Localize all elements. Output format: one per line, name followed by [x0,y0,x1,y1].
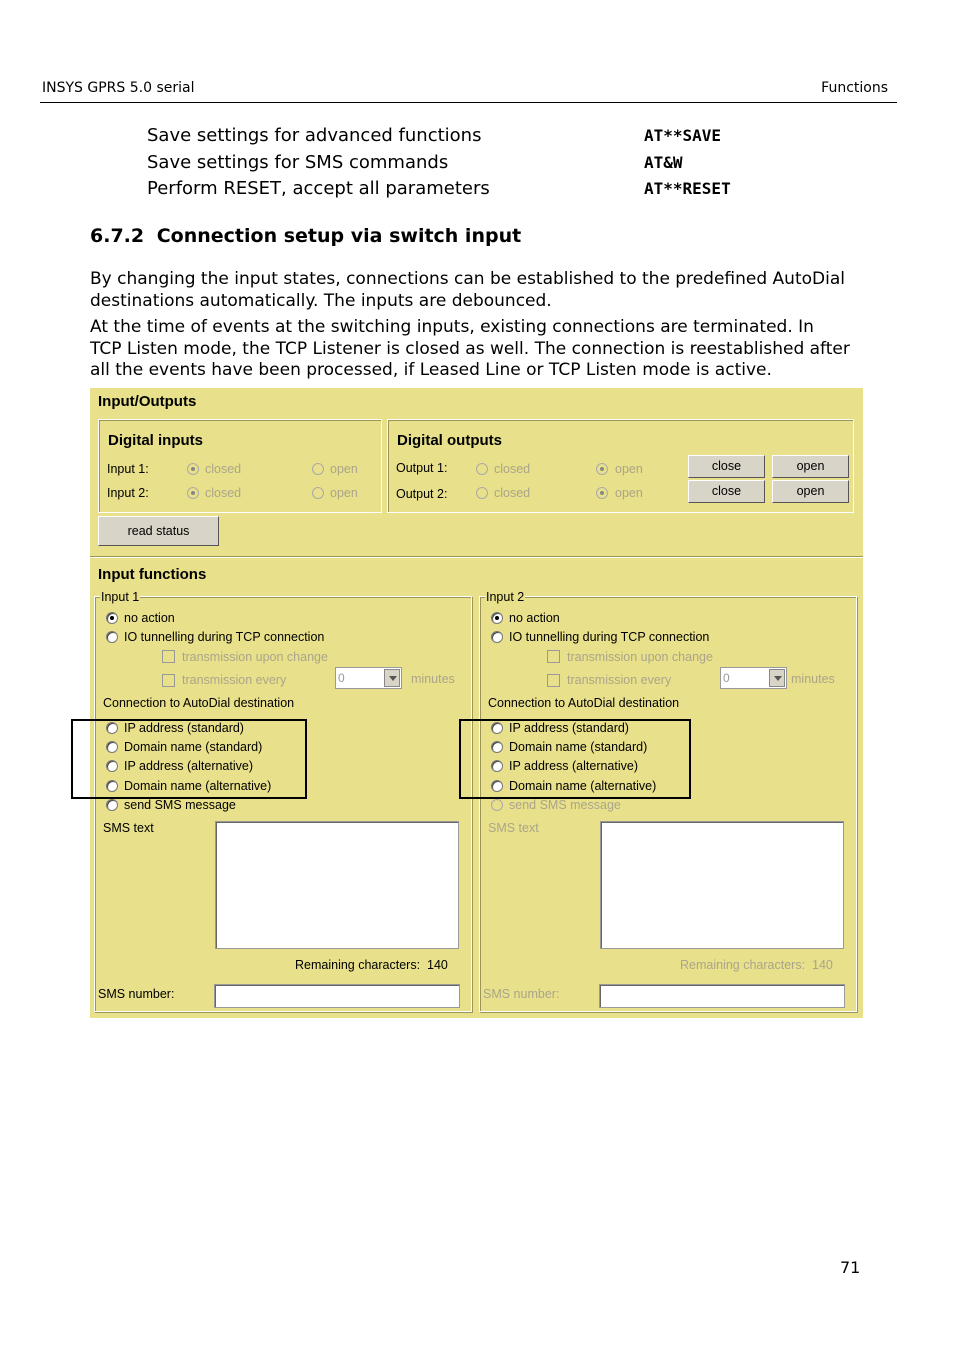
chevron-down-icon[interactable] [384,669,400,687]
option-label: IP address (standard) [124,721,244,735]
remaining-text: Remaining characters: [295,958,421,972]
highlight-box-input2 [459,719,691,799]
closed-label: closed [205,486,242,500]
input2-group [479,590,857,1012]
digital-outputs-title: Digital outputs [397,432,502,449]
interval-select[interactable] [335,667,402,689]
open-label: open [615,462,643,476]
remaining-text: Remaining characters: [680,958,806,972]
input2-open-radio [312,487,324,499]
connection-label: Connection to AutoDial destination [103,696,295,710]
command-desc: Save settings for SMS commands [147,152,449,173]
option-label: Domain name (alternative) [509,779,657,793]
page-number: 71 [840,1258,861,1277]
transmission-every-label: transmission every [182,673,287,687]
interval-select[interactable] [720,667,787,689]
no-action-label: no action [124,611,175,625]
remaining-label [680,958,833,972]
header-chapter: Functions [821,80,888,96]
section-number: 6.7.2 [90,225,145,247]
output2-close-button[interactable]: close [688,480,765,503]
sms-text-area[interactable] [600,821,844,949]
digital-outputs-box [387,419,854,513]
minutes-label: minutes [791,672,835,686]
body-paragraph: At the time of events at the switching inputs, existing connections are terminated. In TCP Listen mode, the TCP Listener is closed as well. The connection is reestablished after all the events have been processed, if Leased Line or TCP Listen mode is active. [90,317,850,380]
minutes-label: minutes [411,672,455,686]
no-action-radio[interactable] [491,612,503,624]
open-label: open [615,486,643,500]
group-label: Input 1 [101,590,140,604]
closed-label: closed [205,462,242,476]
option-label: IP address (alternative) [124,759,253,773]
output1-open-button[interactable]: open [772,455,849,478]
digital-inputs-box [98,419,382,513]
input1-group [94,590,472,1012]
command-desc: Save settings for advanced functions [147,125,482,146]
read-status-button[interactable]: read status [98,516,219,546]
input1-closed-radio [187,463,199,475]
remaining-count: 140 [812,958,833,972]
closed-label: closed [494,486,531,500]
output-label: Output 2: [396,487,448,501]
remaining-count: 140 [427,958,448,972]
input-label: Input 2: [107,486,149,500]
transmission-every-label: transmission every [567,673,672,687]
output2-open-radio [596,487,608,499]
io-tunnelling-label: IO tunnelling during TCP connection [124,630,325,644]
sms-number-label: SMS number: [98,987,175,1001]
output2-open-button[interactable]: open [772,480,849,503]
panel-divider [90,556,863,558]
option-label: Domain name (standard) [124,740,263,754]
input-label: Input 1: [107,462,149,476]
command-code: AT&W [644,153,683,172]
sms-text-label: SMS text [488,821,539,835]
send-sms-radio[interactable] [106,799,118,811]
sms-text-label: SMS text [103,821,154,835]
interval-value: 0 [723,671,730,685]
transmission-change-label: transmission upon change [182,650,328,664]
input2-closed-radio [187,487,199,499]
interval-value: 0 [338,671,345,685]
no-action-radio[interactable] [106,612,118,624]
output1-closed-radio [476,463,488,475]
digital-inputs-title: Digital inputs [108,432,203,449]
input1-open-radio [312,463,324,475]
transmission-change-label: transmission upon change [567,650,713,664]
command-code: AT**RESET [644,179,731,198]
transmission-every-checkbox[interactable] [547,674,560,687]
output1-open-radio [596,463,608,475]
body-paragraph: By changing the input states, connections can be established to the predefined AutoDial destinations automatically. The inputs are debounced. [90,269,845,311]
command-desc: Perform RESET, accept all parameters [147,178,490,199]
config-screenshot [90,388,863,1018]
header-rule [40,102,897,103]
open-label: open [330,462,358,476]
header-doc-title: INSYS GPRS 5.0 serial [42,80,195,96]
connection-label: Connection to AutoDial destination [488,696,680,710]
input-functions-title: Input functions [98,566,207,583]
highlight-box-input1 [71,719,307,799]
remaining-label [295,958,448,972]
output1-close-button[interactable]: close [688,455,765,478]
output-label: Output 1: [396,461,448,475]
sms-number-label: SMS number: [483,987,560,1001]
transmission-change-checkbox[interactable] [547,650,560,663]
open-label: open [330,486,358,500]
option-label: IP address (alternative) [509,759,638,773]
send-sms-label: send SMS message [509,798,621,812]
closed-label: closed [494,462,531,476]
output2-closed-radio [476,487,488,499]
sms-number-field[interactable] [214,984,460,1008]
transmission-change-checkbox[interactable] [162,650,175,663]
sms-text-area[interactable] [215,821,459,949]
io-title: Input/Outputs [98,393,197,410]
section-title: Connection setup via switch input [156,225,522,247]
option-label: IP address (standard) [509,721,629,735]
io-tunnelling-label: IO tunnelling during TCP connection [509,630,710,644]
option-label: Domain name (standard) [509,740,648,754]
sms-number-field[interactable] [599,984,845,1008]
io-tunnelling-radio[interactable] [106,631,118,643]
chevron-down-icon[interactable] [769,669,785,687]
command-code: AT**SAVE [644,126,722,145]
group-label: Input 2 [486,590,525,604]
transmission-every-checkbox[interactable] [162,674,175,687]
no-action-label: no action [509,611,560,625]
section-heading [90,225,521,247]
send-sms-radio[interactable] [491,799,503,811]
io-tunnelling-radio[interactable] [491,631,503,643]
send-sms-label: send SMS message [124,798,236,812]
option-label: Domain name (alternative) [124,779,272,793]
